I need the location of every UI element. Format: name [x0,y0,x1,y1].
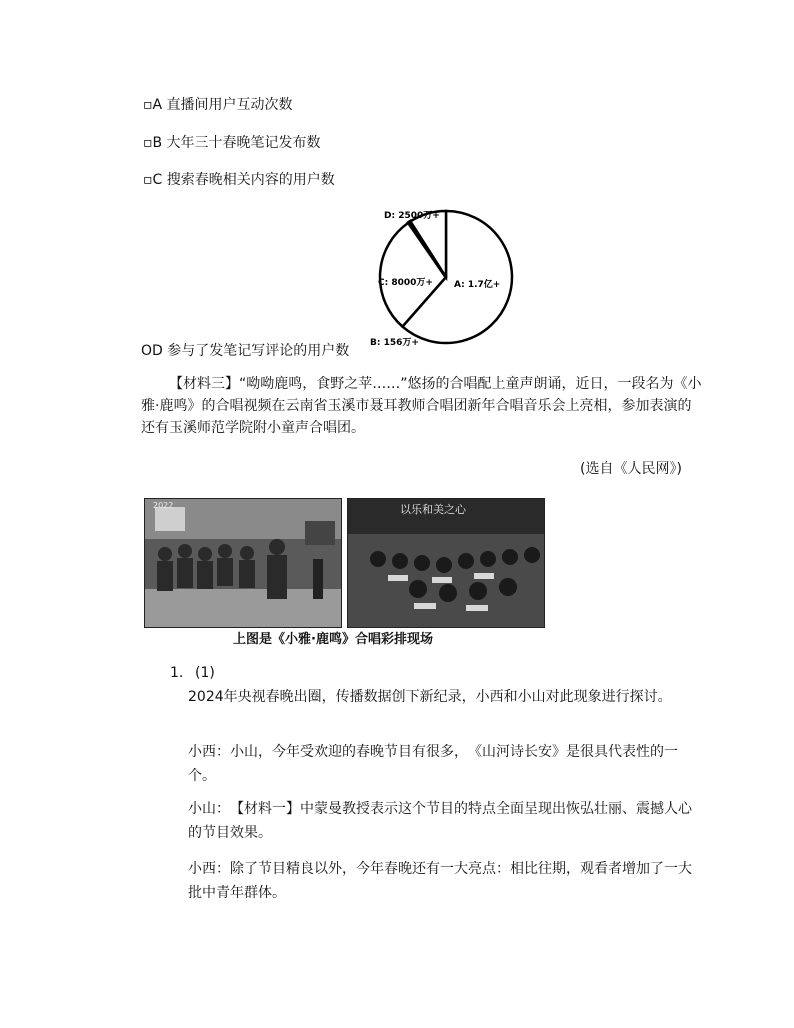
pie-slice-label: D: 2500万+ [384,211,440,221]
option-a: ▫A 直播间用户互动次数 [143,97,293,113]
rehearsal-photo-left [144,498,342,628]
photo-caption: 上图是《小雅·鹿鸣》合唱彩排现场 [233,632,433,647]
option-c: ▫C 搜索春晚相关内容的用户数 [143,172,335,188]
pie-slice-label: C: 8000万+ [378,278,433,288]
option-b: ▫B 大年三十春晚笔记发布数 [143,135,321,151]
photo-stamp: 2022 [153,501,174,510]
dialog-line-1: 小西：小山，今年受欢迎的春晚节目有很多， 《山河诗长安》是很具代表性的一个。 [188,744,678,784]
rehearsal-photo-right [347,498,545,628]
question-intro: 2024年央视春晚出圈，传播数据创下新纪录，小西和小山对此现象进行探讨。 [188,689,672,705]
material3-source: (选自《人民网》) [580,461,682,477]
option-d: OD 参与了发笔记写评论的用户数 [141,343,350,359]
pie-slice-label: A: 1.7亿+ [454,280,501,290]
question-part: (1) [195,665,215,681]
material3-text: 【材料三】“呦呦鹿鸣，食野之苹……”悠扬的合唱配上童声朗诵，近日，一段名为《小雅·鹿鸣》的合唱视频在云南省玉溪市聂耳教师合唱团新年合唱音乐会上亮相，参加表演的还有玉溪师范学院附小童声合唱团。 [141,376,702,436]
pie-chart [370,205,530,350]
question-number: 1. [170,665,184,681]
dialog-line-2: 小山： 【材料一】中蒙曼教授表示这个节目的特点全面呈现出恢弘壮丽、震撼人心的节目效果。 [188,801,692,841]
dialog-line-3: 小西：除了节目精良以外，今年春晚还有一大亮点：相比往期，观看者增加了一大批中青年群体。 [188,861,692,901]
photo-banner-text: 以乐和美之心 [400,503,466,516]
pie-slice-label: B: 156万+ [370,338,419,348]
